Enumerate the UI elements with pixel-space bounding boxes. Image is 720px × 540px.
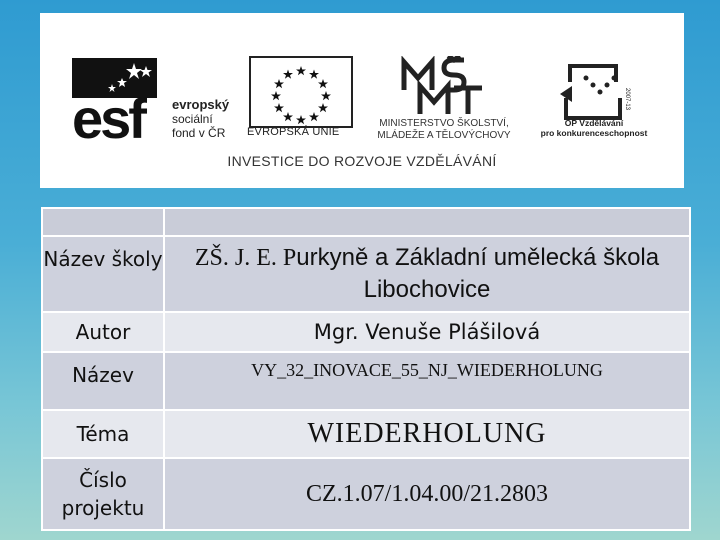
msmt-text-line1: MINISTERSTVO ŠKOLSTVÍ, <box>379 118 509 129</box>
eu-label: EVROPSKÁ UNIE <box>247 126 340 138</box>
op-logo-text <box>534 118 654 138</box>
table-row-name <box>42 352 690 410</box>
esf-text-line2: sociální <box>172 112 213 126</box>
label-project-number: Číslo projektu <box>42 458 164 530</box>
op-logo-icon <box>556 58 634 126</box>
label-topic: Téma <box>42 410 164 458</box>
table-row-project <box>42 458 690 530</box>
esf-text-line1: evropský <box>172 97 230 112</box>
label-title: Název <box>42 352 164 410</box>
msmt-logo-text <box>358 118 530 142</box>
table-header-row <box>42 208 690 236</box>
label-school-name: Název školy <box>42 236 164 312</box>
eu-flag-icon <box>249 56 353 128</box>
school-name-part1: ZŠ. J. E. P <box>194 245 297 271</box>
label-author: Autor <box>42 312 164 352</box>
esf-text-line3: fond v ČR <box>172 126 226 140</box>
table-row-topic <box>42 410 690 458</box>
table-row-school <box>42 236 690 312</box>
project-info-table <box>41 207 691 531</box>
esf-logo-text <box>172 98 229 140</box>
value-topic: WIEDERHOLUNG <box>164 410 690 458</box>
banner-slogan: INVESTICE DO ROZVOJE VZDĚLÁVÁNÍ <box>227 153 497 169</box>
value-school-name <box>164 236 690 312</box>
op-text-line1: OP Vzdělávání <box>564 118 624 128</box>
table-row-author <box>42 312 690 352</box>
msmt-text-line2: MLÁDEŽE A TĚLOVÝCHOVY <box>377 130 511 141</box>
value-project-number: CZ.1.07/1.04.00/21.2803 <box>164 458 690 530</box>
esf-logo-icon <box>72 58 167 140</box>
value-title: VY_32_INOVACE_55_NJ_WIEDERHOLUNG <box>164 352 690 410</box>
svg-text:2007-13: 2007-13 <box>624 88 630 111</box>
logo-banner <box>40 13 684 188</box>
value-author: Mgr. Venuše Plášilová <box>164 312 690 352</box>
header-cell-value <box>164 208 690 236</box>
header-cell-label <box>42 208 164 236</box>
school-name-part2: urkyně a Základní umělecká škola Libochovice <box>296 244 660 303</box>
svg-text:esf: esf <box>72 87 144 140</box>
op-text-line2: pro konkurenceschopnost <box>540 128 648 138</box>
msmt-logo-icon <box>398 56 488 118</box>
